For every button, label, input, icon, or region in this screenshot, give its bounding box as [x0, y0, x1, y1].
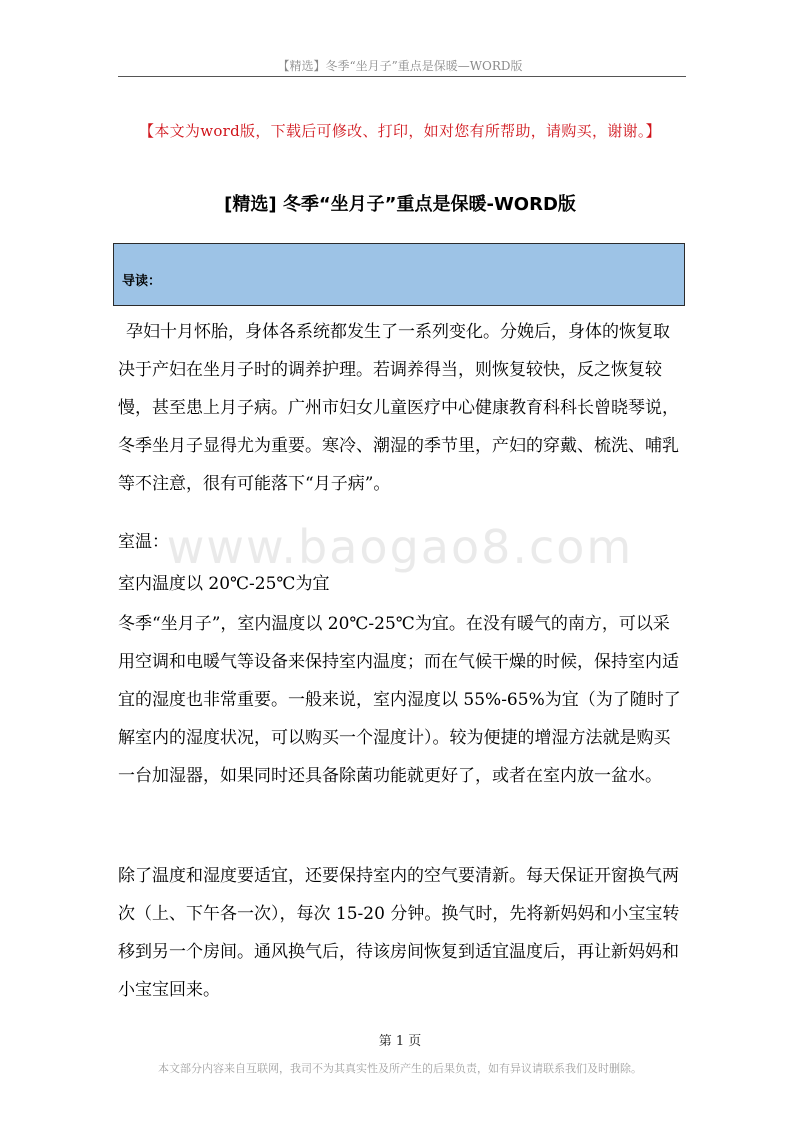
section-heading-room-temp: 室温： — [118, 532, 169, 552]
purchase-notice: 【本文为word版，下载后可修改、打印，如对您有所帮助，请购买，谢谢。】 — [139, 122, 661, 140]
footer-disclaimer: 本文部分内容来自互联网，我司不为其真实性及所产生的后果负责，如有异议请联系我们及时删除。 — [158, 1062, 642, 1075]
paragraph-temperature-humidity: 冬季“坐月子”，室内温度以 20℃-25℃为宜。在没有暖气的南方，可以采用空调和电暖气等设备来保持室内温度；而在气候干燥的时候，保持室内适宜的湿度也非常重要。一般来说，室内湿度以 55%-65%为宜（为了随时了解室内的湿度状况，可以购买一个湿度计）。较为便捷的增湿方法就是购买一台加湿器，如果同时还具备除菌功能就更好了，或者在室内放一盆水。 — [118, 614, 681, 786]
paragraph-intro: 孕妇十月怀胎，身体各系统都发生了一系列变化。分娩后，身体的恢复取决于产妇在坐月子时的调养护理。若调养得当，则恢复较快，反之恢复较慢，甚至患上月子病。广州市妇女儿童医疗中心健康教育科科长曾晓琴说，冬季坐月子显得尤为重要。寒冷、潮湿的季节里，产妇的穿戴、梳洗、哺乳等不注意，很有可能落下“月子病”。 — [118, 322, 679, 494]
intro-label: 导读： — [122, 274, 162, 289]
section-subheading-temp-range: 室内温度以 20℃-25℃为宜 — [118, 574, 330, 594]
header-divider — [118, 76, 686, 77]
page-number: 第 1 页 — [378, 1034, 422, 1049]
watermark: www.baogao8.com — [166, 520, 634, 574]
document-title: [精选] 冬季“坐月子”重点是保暖-WORD版 — [224, 194, 576, 215]
running-header: 【精选】冬季“坐月子”重点是保暖—WORD版 — [277, 59, 523, 73]
intro-box — [113, 243, 685, 306]
paragraph-ventilation: 除了温度和湿度要适宜，还要保持室内的空气要清新。每天保证开窗换气两次（上、下午各一次），每次 15-20 分钟。换气时，先将新妈妈和小宝宝转移到另一个房间。通风换气后，待该房间恢复到适宜温度后，再让新妈妈和小宝宝回来。 — [118, 866, 680, 1000]
